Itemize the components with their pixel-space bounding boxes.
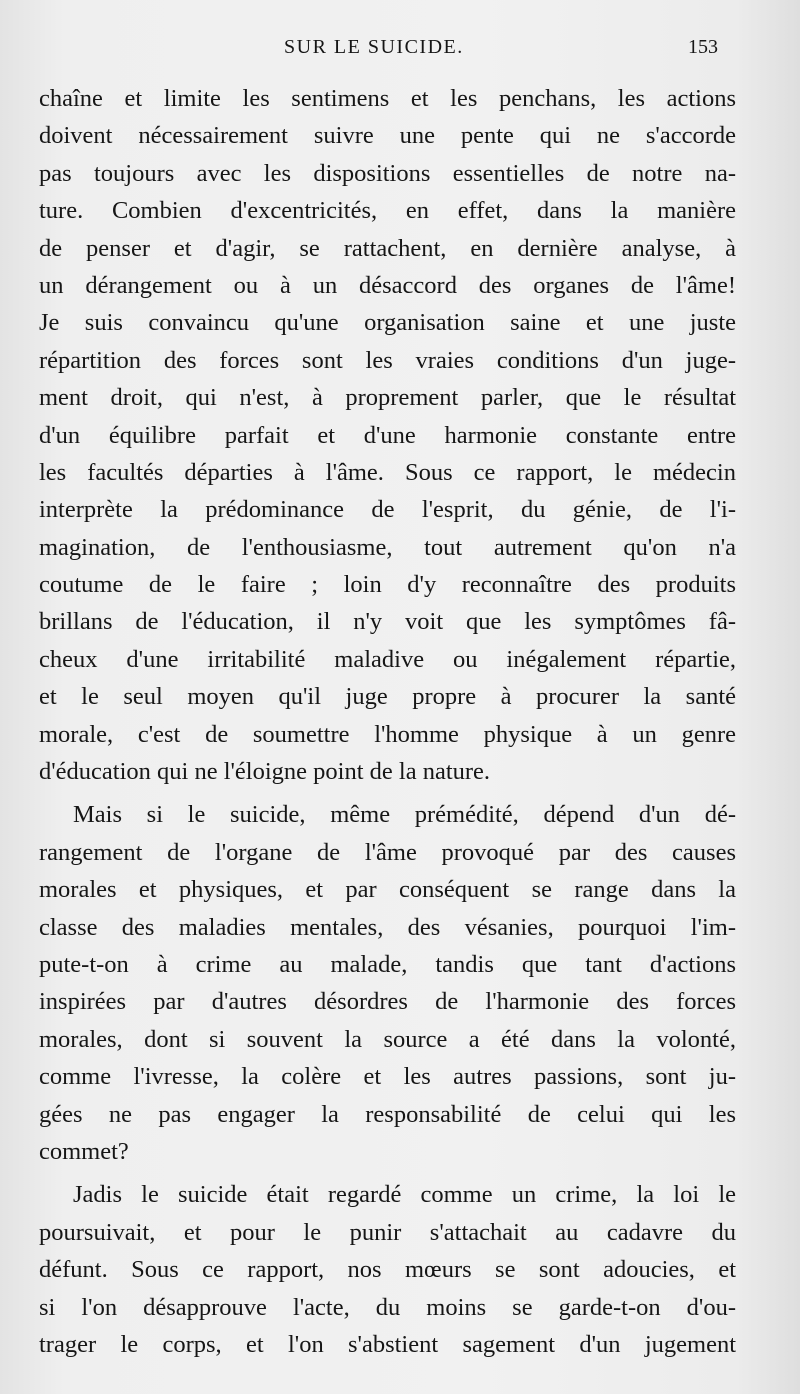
- text-line: comme l'ivresse, la colère et les autres passions, sont ju-: [39, 1063, 736, 1091]
- running-head-title: SUR LE SUICIDE.: [284, 36, 464, 58]
- running-head: [0, 36, 800, 66]
- text-line: morales et physiques, et par conséquent se range dans la: [39, 876, 736, 904]
- text-line: les facultés départies à l'âme. Sous ce rapport, le médecin: [39, 458, 736, 486]
- text-line: poursuivait, et pour le punir s'attachait au cadavre du: [39, 1218, 736, 1246]
- text-line: défunt. Sous ce rapport, nos mœurs se sont adoucies, et: [39, 1256, 736, 1284]
- paragraph: [39, 1176, 736, 1363]
- text-line: brillans de l'éducation, il n'y voit que les symptômes fâ-: [39, 608, 736, 636]
- text-line: magination, de l'enthousiasme, tout autrement qu'on n'a: [39, 533, 736, 561]
- text-line: de penser et d'agir, se rattachent, en dernière analyse, à: [39, 234, 736, 262]
- text-line: cheux d'une irritabilité maladive ou inégalement répartie,: [39, 645, 736, 673]
- text-line: interprète la prédominance de l'esprit, du génie, de l'i-: [39, 496, 736, 524]
- text-line: morale, c'est de soumettre l'homme physique à un genre: [39, 720, 736, 748]
- text-line: ment droit, qui n'est, à proprement parler, que le résultat: [39, 384, 736, 412]
- text-line: ture. Combien d'excentricités, en effet, dans la manière: [39, 197, 736, 225]
- text-line: Je suis convaincu qu'une organisation saine et une juste: [39, 309, 736, 337]
- text-line: un dérangement ou à un désaccord des organes de l'âme!: [39, 271, 736, 299]
- text-line: inspirées par d'autres désordres de l'harmonie des forces: [39, 988, 736, 1016]
- text-line: d'un équilibre parfait et d'une harmonie constante entre: [39, 421, 736, 449]
- text-line: coutume de le faire ; loin d'y reconnaître des produits: [39, 571, 736, 599]
- page-number: 153: [688, 36, 718, 58]
- text-line: rangement de l'organe de l'âme provoqué par des causes: [39, 838, 736, 866]
- text-line: gées ne pas engager la responsabilité de celui qui les: [39, 1100, 736, 1128]
- body-text: [39, 80, 736, 1363]
- paragraph: [39, 796, 736, 1170]
- text-line: morales, dont si souvent la source a été dans la volonté,: [39, 1025, 736, 1053]
- text-line: Jadis le suicide était regardé comme un crime, la loi le: [73, 1181, 736, 1209]
- text-line: chaîne et limite les sentimens et les penchans, les actions: [39, 85, 736, 112]
- text-line: doivent nécessairement suivre une pente qui ne s'accorde: [39, 122, 736, 150]
- text-line: trager le corps, et l'on s'abstient sagement d'un jugement: [39, 1330, 736, 1358]
- text-line: pas toujours avec les dispositions essentielles de notre na-: [39, 159, 736, 187]
- text-line: si l'on désapprouve l'acte, du moins se garde-t-on d'ou-: [39, 1293, 736, 1321]
- text-line: Mais si le suicide, même prémédité, dépend d'un dé-: [73, 801, 736, 829]
- text-line: commet?: [39, 1137, 129, 1165]
- paragraph: [39, 80, 736, 790]
- text-line: et le seul moyen qu'il juge propre à procurer la santé: [39, 683, 736, 711]
- text-line: répartition des forces sont les vraies conditions d'un juge-: [39, 346, 736, 374]
- text-line: pute-t-on à crime au malade, tandis que tant d'actions: [39, 950, 736, 978]
- text-line: classe des maladies mentales, des vésanies, pourquoi l'im-: [39, 913, 736, 941]
- text-line: d'éducation qui ne l'éloigne point de la nature.: [39, 758, 491, 786]
